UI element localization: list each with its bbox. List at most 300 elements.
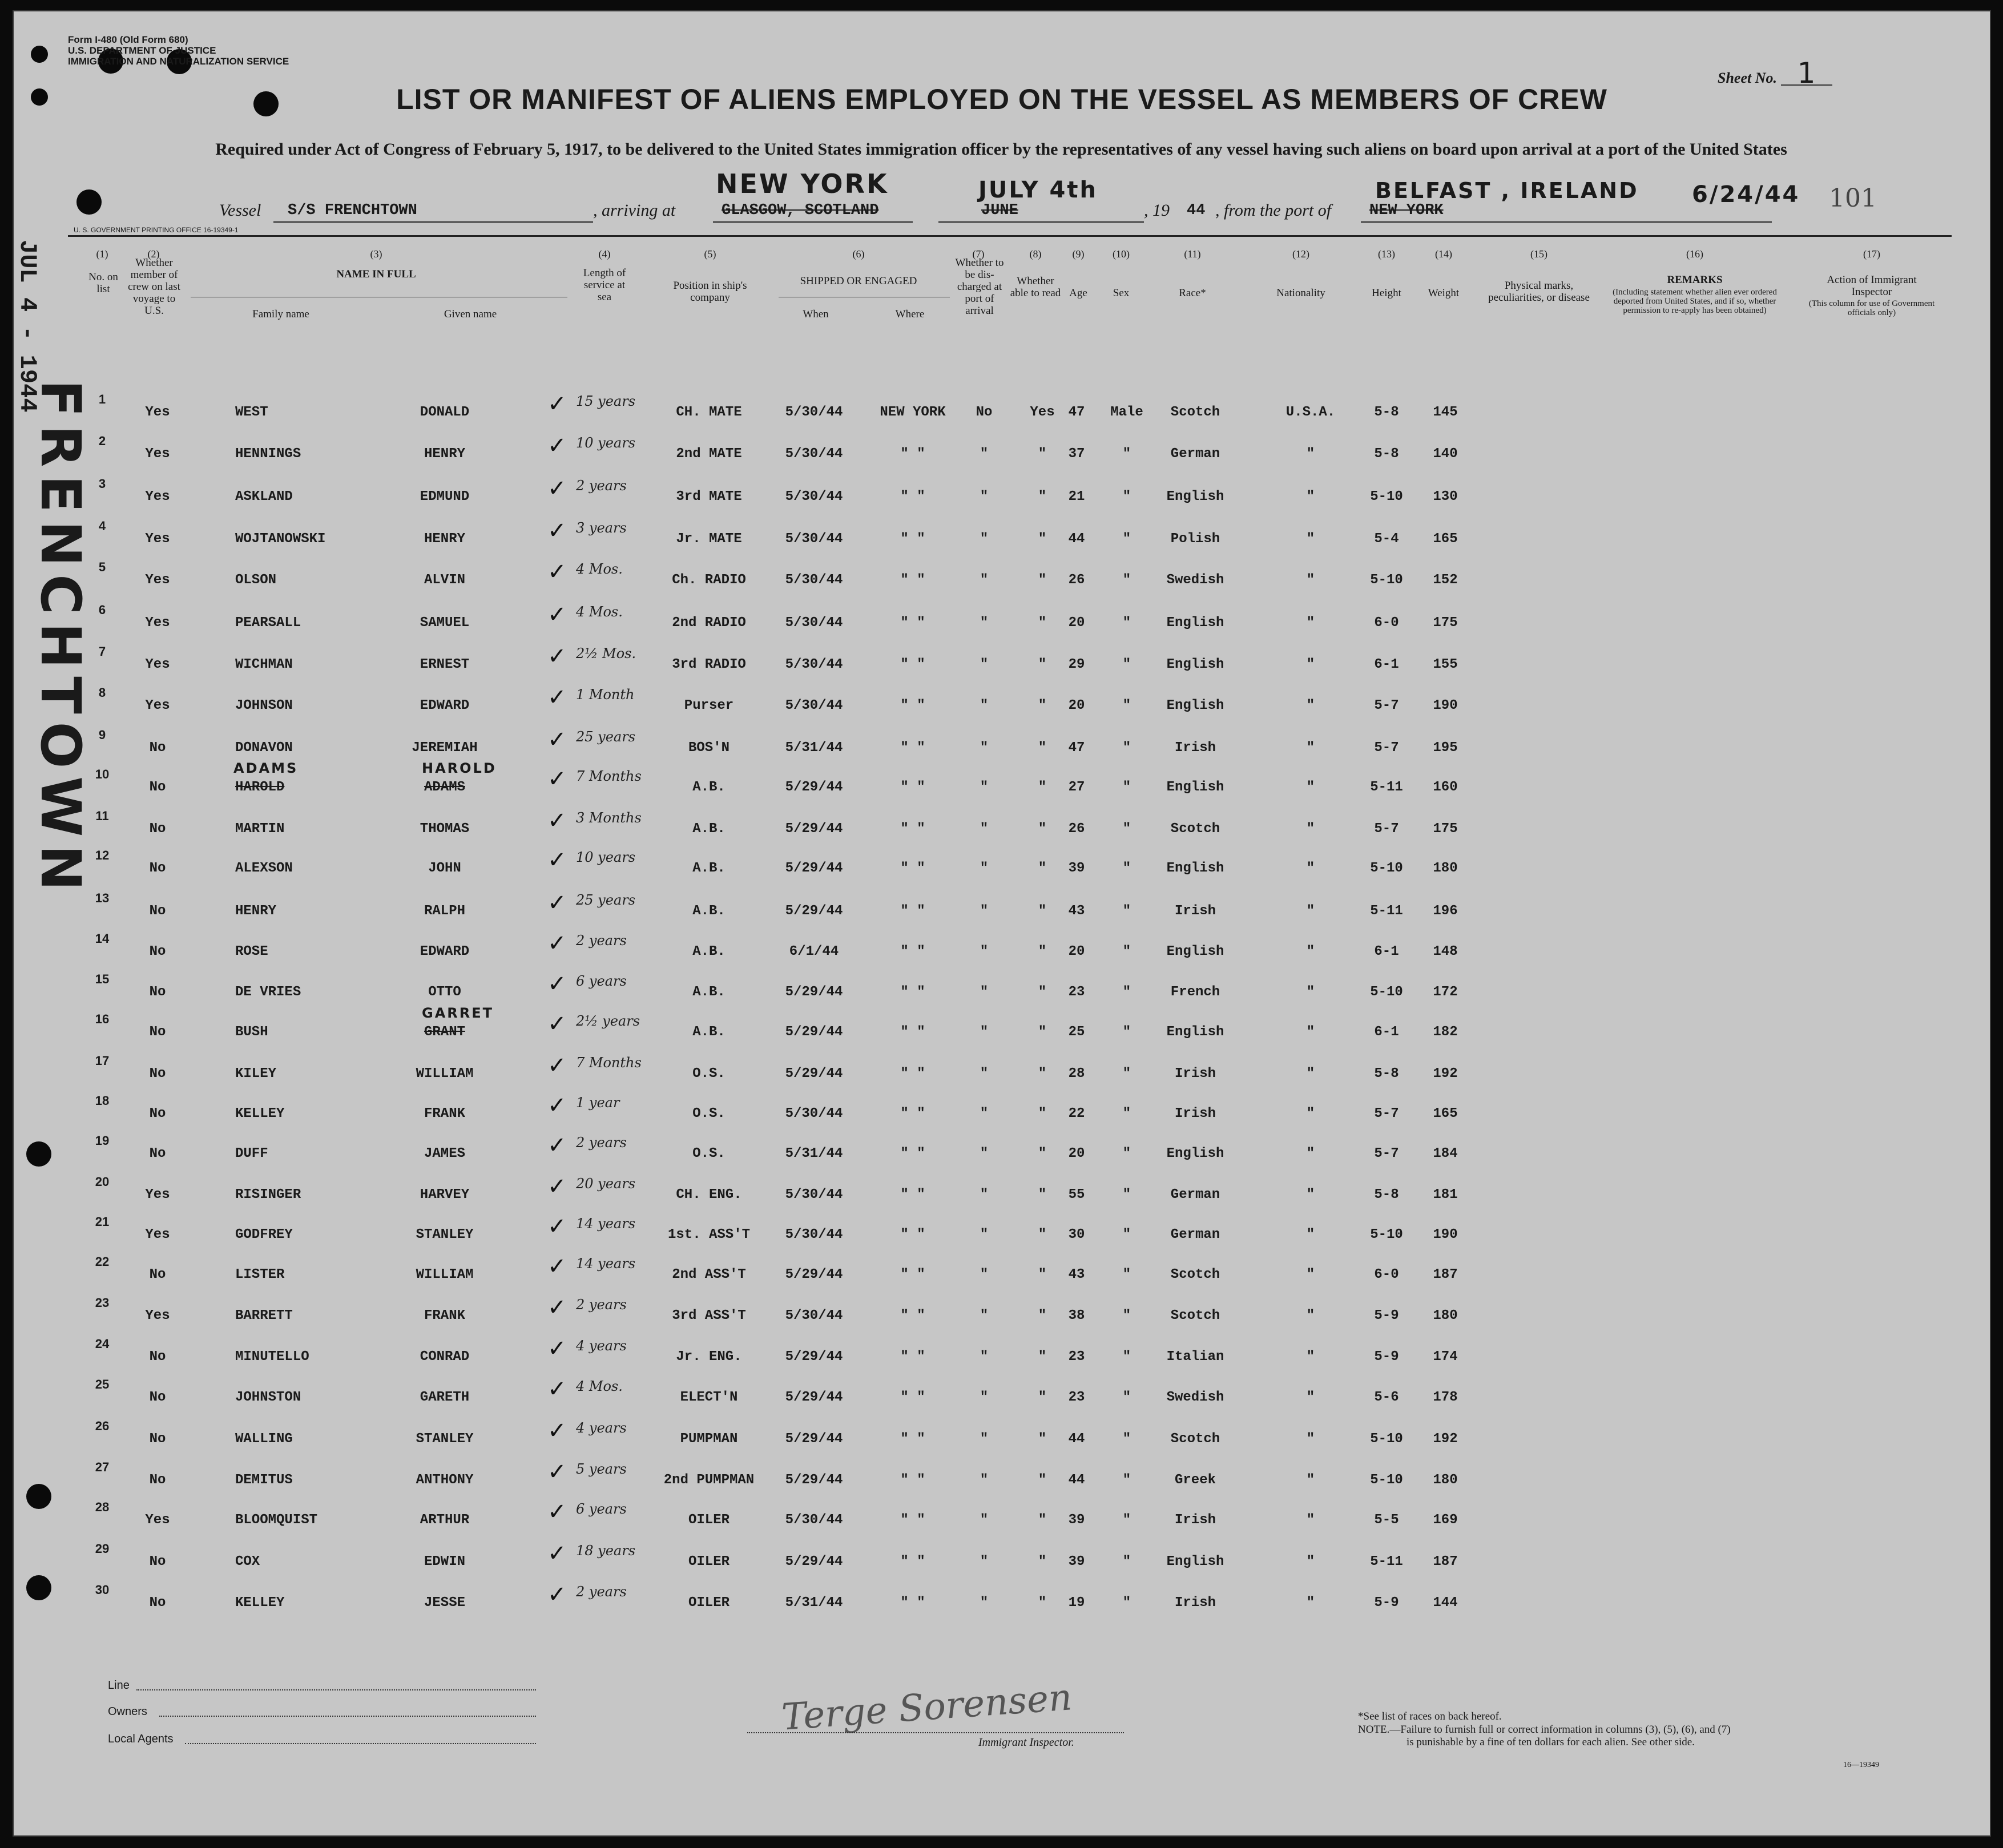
cell-sex: "	[1122, 1227, 1131, 1242]
cell-dis: "	[980, 615, 989, 631]
cell-when: 5/29/44	[785, 984, 843, 1000]
form-identifier: Form I-480 (Old Form 680) U.S. DEPARTMENT OF JUSTICE IMMIGRATION AND NATURALIZATION SERVICE	[68, 34, 289, 67]
cell-fam: DEMITUS	[235, 1472, 293, 1488]
cell-service-length: 2 years	[576, 1584, 627, 1600]
check-mark-icon: ✓	[547, 808, 567, 834]
cell-read: "	[1038, 1146, 1047, 1161]
check-mark-icon: ✓	[547, 475, 567, 502]
cell-dis: "	[980, 1349, 989, 1365]
cell-age: 38	[1068, 1308, 1085, 1324]
cell-read: "	[1038, 698, 1047, 713]
cell-age: 39	[1068, 1554, 1085, 1569]
header-physical-marks: Physical marks, peculiarities, or disease	[1488, 280, 1590, 304]
cell-giv: SAMUEL	[420, 615, 470, 631]
cell-pos: 1st. ASS'T	[667, 1227, 751, 1242]
cell-sex: Male	[1110, 405, 1143, 420]
header-name-in-full: NAME IN FULL	[336, 268, 416, 280]
check-mark-icon: ✓	[547, 433, 567, 459]
column-number: (10)	[1113, 248, 1130, 260]
cell-dis: "	[980, 740, 989, 756]
cell-fam: BARRETT	[235, 1308, 293, 1324]
cell-dis: "	[980, 821, 989, 837]
cell-n: 4	[98, 519, 106, 533]
cell-nat: "	[1306, 1512, 1315, 1528]
cell-last: No	[149, 1554, 166, 1569]
cell-wt: 140	[1433, 446, 1458, 462]
cell-when: 5/30/44	[785, 531, 843, 547]
check-mark-icon: ✓	[547, 1011, 567, 1037]
cell-n: 22	[95, 1254, 110, 1269]
cell-ht: 5-10	[1370, 1472, 1403, 1488]
cell-n: 24	[95, 1337, 110, 1351]
cell-fam: WICHMAN	[235, 657, 293, 672]
cell-race: Irish	[1174, 1066, 1216, 1082]
cell-nat: "	[1306, 1390, 1315, 1405]
cell-when: 5/29/44	[785, 1267, 843, 1282]
cell-ht: 5-9	[1374, 1349, 1399, 1365]
cell-service-length: 14 years	[576, 1256, 636, 1272]
cell-n: 12	[95, 848, 110, 862]
cell-ht: 5-9	[1374, 1308, 1399, 1324]
cell-sex: "	[1122, 1024, 1131, 1040]
cell-ht: 5-6	[1374, 1390, 1399, 1405]
cell-ht: 6-1	[1374, 657, 1399, 672]
cell-sex: "	[1122, 944, 1131, 959]
cell-dis: "	[980, 1066, 989, 1082]
cell-read: "	[1038, 615, 1047, 631]
cell-sex: "	[1122, 1472, 1131, 1488]
cell-read: "	[1038, 1512, 1047, 1528]
cell-pos: CH. MATE	[676, 405, 742, 420]
check-mark-icon: ✓	[547, 1132, 567, 1159]
cell-giv: JESSE	[424, 1595, 466, 1611]
cell-sex: "	[1122, 861, 1131, 876]
cell-n: 18	[95, 1094, 110, 1108]
cell-dis: "	[980, 657, 989, 672]
cell-dis: "	[980, 984, 989, 1000]
cell-fam: DE VRIES	[235, 984, 301, 1000]
check-mark-icon: ✓	[547, 559, 567, 585]
cell-ht: 5-8	[1374, 1187, 1399, 1203]
check-mark-icon: ✓	[547, 391, 567, 417]
cell-race: Scotch	[1170, 1267, 1220, 1282]
cell-pos: OILER	[688, 1595, 730, 1611]
cell-race: Swedish	[1166, 1390, 1224, 1405]
cell-fam: PEARSALL	[235, 615, 301, 631]
cell-pos: Jr. ENG.	[676, 1349, 742, 1365]
cell-giv: RALPH	[424, 903, 466, 919]
cell-fam: RISINGER	[235, 1187, 301, 1203]
cell-age: 20	[1068, 1146, 1085, 1161]
cell-read: "	[1038, 572, 1047, 588]
cell-pos: OILER	[688, 1554, 730, 1569]
cell-read: "	[1038, 489, 1047, 505]
cell-where: " "	[900, 1308, 925, 1324]
cell-ht: 5-8	[1374, 405, 1399, 420]
cell-read: "	[1038, 861, 1047, 876]
cell-dis: "	[980, 1267, 989, 1282]
header-remarks-note: (Including statement whether alien ever ordered deported from United States, and if so, whether permission to re-apply has been obtained)	[1613, 288, 1777, 315]
cell-when: 5/31/44	[785, 1146, 843, 1161]
cell-sex: "	[1122, 1146, 1131, 1161]
cell-wt: 195	[1433, 740, 1458, 756]
cell-last: No	[149, 1390, 166, 1405]
cell-pos: 3rd MATE	[676, 489, 742, 505]
cell-ht: 5-10	[1370, 1227, 1403, 1242]
cell-where: " "	[900, 1349, 925, 1365]
cell-wt: 160	[1433, 780, 1458, 795]
cell-fam: OLSON	[235, 572, 277, 588]
cell-service-length: 2 years	[576, 933, 627, 949]
cell-where: " "	[900, 657, 925, 672]
cell-dis: "	[980, 1024, 989, 1040]
cell-n: 23	[95, 1296, 110, 1310]
cell-wt: 190	[1433, 1227, 1458, 1242]
cell-age: 20	[1068, 698, 1085, 713]
cell-read: "	[1038, 657, 1047, 672]
cell-dis: "	[980, 1472, 989, 1488]
cell-pos: A.B.	[692, 780, 726, 795]
cell-service-length: 20 years	[576, 1176, 636, 1192]
cell-race: English	[1166, 1554, 1224, 1569]
cell-where: " "	[900, 944, 925, 959]
cell-giv: FRANK	[424, 1308, 466, 1324]
cell-read: "	[1038, 903, 1047, 919]
check-mark-icon: ✓	[547, 930, 567, 957]
cell-where: " "	[900, 1106, 925, 1121]
line-label: Line	[108, 1679, 130, 1692]
cell-age: 47	[1068, 405, 1085, 420]
cell-nat: "	[1306, 780, 1315, 795]
cell-ht: 5-7	[1374, 698, 1399, 713]
cell-service-length: 4 Mos.	[576, 604, 623, 620]
cell-sex: "	[1122, 1512, 1131, 1528]
document-subtitle: Required under Act of Congress of February 5, 1917, to be delivered to the United States immigration officer by the representatives of any vessel having such aliens on board upon arrival at a port of the United States	[215, 140, 1787, 159]
cell-nat: "	[1306, 1146, 1315, 1161]
column-number: (3)	[370, 248, 382, 260]
cell-giv: CONRAD	[420, 1349, 470, 1365]
handwritten-correction: GARRET	[422, 1005, 494, 1021]
cell-n: 29	[95, 1542, 110, 1556]
cell-ht: 5-10	[1370, 572, 1403, 588]
column-number: (14)	[1435, 248, 1452, 260]
cell-ht: 5-8	[1374, 446, 1399, 462]
cell-read: "	[1038, 780, 1047, 795]
cell-nat: "	[1306, 903, 1315, 919]
cell-wt: 184	[1433, 1146, 1458, 1161]
cell-last: No	[149, 1146, 166, 1161]
arrival-date-handwritten: JULY 4th	[978, 177, 1098, 203]
arriving-label: , arriving at	[593, 201, 676, 220]
cell-fam: GODFREY	[235, 1227, 293, 1242]
punch-hole	[26, 1141, 51, 1167]
cell-read: "	[1038, 1431, 1047, 1447]
cell-when: 5/30/44	[785, 1308, 843, 1324]
cell-race: German	[1170, 1187, 1220, 1203]
cell-fam: KILEY	[235, 1066, 277, 1082]
cell-race: Irish	[1174, 740, 1216, 756]
header-service-length: Length of service at sea	[583, 267, 626, 303]
cell-when: 5/29/44	[785, 1024, 843, 1040]
check-mark-icon: ✓	[547, 1092, 567, 1119]
cell-nat: "	[1306, 1227, 1315, 1242]
cell-sex: "	[1122, 1267, 1131, 1282]
cell-giv: EDWARD	[420, 944, 470, 959]
cell-sex: "	[1122, 1187, 1131, 1203]
cell-service-length: 25 years	[576, 729, 636, 745]
cell-age: 43	[1068, 1267, 1085, 1282]
cell-giv: STANLEY	[416, 1431, 474, 1447]
cell-read: "	[1038, 1472, 1047, 1488]
cell-wt: 192	[1433, 1066, 1458, 1082]
cell-age: 23	[1068, 1349, 1085, 1365]
cell-nat: "	[1306, 861, 1315, 876]
handwritten-correction: HAROLD	[422, 760, 497, 776]
column-number: (11)	[1184, 248, 1201, 260]
cell-fam: BLOOMQUIST	[235, 1512, 318, 1528]
header-inspector-note: (This column for use of Government officials only)	[1808, 299, 1935, 317]
cell-service-length: 2½ years	[576, 1013, 640, 1029]
cell-wt: 165	[1433, 531, 1458, 547]
cell-sex: "	[1122, 1066, 1131, 1082]
cell-service-length: 5 years	[576, 1461, 627, 1477]
cell-last: No	[149, 1349, 166, 1365]
header-inspector-action: Action of Immigrant Inspector	[1827, 274, 1917, 298]
cell-where: " "	[900, 1512, 925, 1528]
cell-sex: "	[1122, 489, 1131, 505]
cell-n: 7	[98, 644, 106, 659]
penalty-note-1: NOTE.—Failure to furnish full or correct information in columns (3), (5), (6), and (7)	[1358, 1724, 1731, 1736]
check-mark-icon: ✓	[547, 766, 567, 792]
check-mark-icon: ✓	[547, 1335, 567, 1362]
cell-read: "	[1038, 1390, 1047, 1405]
cell-nat: "	[1306, 984, 1315, 1000]
cell-service-length: 4 Mos.	[576, 561, 623, 577]
cell-sex: "	[1122, 1390, 1131, 1405]
cell-fam: DUFF	[235, 1146, 268, 1161]
cell-dis: "	[980, 572, 989, 588]
cell-age: 26	[1068, 572, 1085, 588]
cell-wt: 187	[1433, 1554, 1458, 1569]
cell-last: No	[149, 1431, 166, 1447]
cell-wt: 192	[1433, 1431, 1458, 1447]
cell-service-length: 2 years	[576, 1135, 627, 1151]
cell-wt: 180	[1433, 861, 1458, 876]
column-number: (5)	[704, 248, 716, 260]
cell-last: No	[149, 1472, 166, 1488]
check-mark-icon: ✓	[547, 643, 567, 669]
cell-nat: "	[1306, 821, 1315, 837]
cell-where: " "	[900, 1472, 925, 1488]
cell-fam: DONAVON	[235, 740, 293, 756]
cell-ht: 6-1	[1374, 944, 1399, 959]
cell-dis: "	[980, 1512, 989, 1528]
header-discharged: Whether to be dis-charged at port of arrival	[955, 257, 1004, 317]
check-mark-icon: ✓	[547, 1294, 567, 1321]
cell-dis: "	[980, 1554, 989, 1569]
cell-age: 19	[1068, 1595, 1085, 1611]
cell-race: English	[1166, 615, 1224, 631]
check-mark-icon: ✓	[547, 890, 567, 916]
cell-sex: "	[1122, 572, 1131, 588]
cell-when: 5/29/44	[785, 1349, 843, 1365]
cell-wt: 165	[1433, 1106, 1458, 1121]
cell-read: "	[1038, 1187, 1047, 1203]
cell-last: No	[149, 1066, 166, 1082]
cell-ht: 5-10	[1370, 489, 1403, 505]
cell-service-length: 14 years	[576, 1216, 636, 1232]
cell-nat: "	[1306, 1431, 1315, 1447]
cell-when: 5/30/44	[785, 405, 843, 420]
cell-dis: "	[980, 780, 989, 795]
cell-service-length: 1 Month	[576, 687, 635, 703]
header-age: Age	[1069, 287, 1087, 299]
cell-when: 5/30/44	[785, 1106, 843, 1121]
cell-fam: WOJTANOWSKI	[235, 531, 326, 547]
cell-fam: LISTER	[235, 1267, 285, 1282]
sheet-number: Sheet No. 1	[1718, 62, 1832, 87]
cell-read: "	[1038, 1554, 1047, 1569]
cell-last: Yes	[145, 1227, 170, 1242]
cell-where: " "	[900, 1267, 925, 1282]
cell-where: " "	[900, 1146, 925, 1161]
cell-race: Irish	[1174, 903, 1216, 919]
cell-last: Yes	[145, 489, 170, 505]
arriving-port-typed: GLASGOW, SCOTLAND	[722, 202, 879, 219]
cell-sex: "	[1122, 821, 1131, 837]
cell-read: "	[1038, 1349, 1047, 1365]
cell-sex: "	[1122, 531, 1131, 547]
cell-where: " "	[900, 861, 925, 876]
cell-last: No	[149, 780, 166, 795]
cell-sex: "	[1122, 984, 1131, 1000]
cell-n: 30	[95, 1583, 110, 1597]
owners-label: Owners	[108, 1705, 147, 1718]
cell-last: No	[149, 1024, 166, 1040]
cell-n: 26	[95, 1419, 110, 1433]
cell-nat: "	[1306, 1308, 1315, 1324]
cell-wt: 190	[1433, 698, 1458, 713]
cell-giv: GARETH	[420, 1390, 470, 1405]
cell-when: 5/30/44	[785, 1227, 843, 1242]
cell-age: 20	[1068, 615, 1085, 631]
cell-age: 25	[1068, 1024, 1085, 1040]
cell-where: " "	[900, 1390, 925, 1405]
local-agents-label: Local Agents	[108, 1733, 174, 1745]
cell-read: "	[1038, 1595, 1047, 1611]
cell-race: English	[1166, 944, 1224, 959]
header-able-to-read: Whether able to read	[1010, 275, 1061, 299]
cell-pos: O.S.	[692, 1146, 726, 1161]
cell-wt: 152	[1433, 572, 1458, 588]
cell-read: "	[1038, 1308, 1047, 1324]
cell-when: 5/29/44	[785, 1390, 843, 1405]
cell-race: Polish	[1170, 531, 1220, 547]
page-mark: 101	[1829, 184, 1877, 213]
cell-where: " "	[900, 1187, 925, 1203]
cell-wt: 196	[1433, 903, 1458, 919]
cell-ht: 5-10	[1370, 861, 1403, 876]
cell-read: "	[1038, 821, 1047, 837]
cell-giv: JAMES	[424, 1146, 466, 1161]
cell-pos: ELECT'N	[680, 1390, 738, 1405]
cell-when: 5/29/44	[785, 1431, 843, 1447]
cell-giv: ADAMS	[424, 780, 466, 795]
cell-nat: "	[1306, 698, 1315, 713]
cell-n: 5	[98, 560, 106, 574]
cell-pos: PUMPMAN	[680, 1431, 738, 1447]
cell-read: "	[1038, 531, 1047, 547]
cell-last: No	[149, 861, 166, 876]
check-mark-icon: ✓	[547, 727, 567, 753]
check-mark-icon: ✓	[547, 1581, 567, 1608]
cell-read: "	[1038, 1267, 1047, 1282]
cell-giv: FRANK	[424, 1106, 466, 1121]
cell-n: 13	[95, 891, 110, 905]
punch-hole	[26, 1484, 51, 1509]
header-sex: Sex	[1113, 287, 1130, 299]
check-mark-icon: ✓	[547, 1253, 567, 1280]
cell-where: " "	[900, 698, 925, 713]
cell-where: " "	[900, 489, 925, 505]
cell-sex: "	[1122, 1308, 1131, 1324]
check-mark-icon: ✓	[547, 1540, 567, 1567]
cell-when: 5/31/44	[785, 740, 843, 756]
cell-last: Yes	[145, 446, 170, 462]
cell-pos: Jr. MATE	[676, 531, 742, 547]
cell-service-length: 4 years	[576, 1420, 627, 1436]
cell-where: " "	[900, 984, 925, 1000]
cell-nat: "	[1306, 944, 1315, 959]
manifest-sheet	[13, 10, 1991, 1837]
cell-last: No	[149, 903, 166, 919]
from-port-handwritten: BELFAST , IRELAND	[1375, 178, 1639, 203]
cell-wt: 175	[1433, 821, 1458, 837]
cell-last: Yes	[145, 698, 170, 713]
cell-nat: "	[1306, 740, 1315, 756]
cell-wt: 178	[1433, 1390, 1458, 1405]
cell-pos: 3rd ASS'T	[672, 1308, 746, 1324]
cell-giv: HENRY	[424, 531, 466, 547]
column-number: (16)	[1686, 248, 1703, 260]
cell-wt: 172	[1433, 984, 1458, 1000]
header-remarks: REMARKS	[1667, 274, 1723, 286]
cell-read: "	[1038, 1227, 1047, 1242]
column-number: (4)	[598, 248, 611, 260]
cell-age: 21	[1068, 489, 1085, 505]
cell-dis: "	[980, 1595, 989, 1611]
cell-n: 3	[98, 477, 106, 491]
cell-n: 16	[95, 1012, 110, 1026]
cell-nat: "	[1306, 1349, 1315, 1365]
cell-nat: "	[1306, 1106, 1315, 1121]
cell-wt: 180	[1433, 1472, 1458, 1488]
cell-n: 6	[98, 603, 106, 617]
cell-dis: "	[980, 861, 989, 876]
cell-when: 5/30/44	[785, 1512, 843, 1528]
cell-nat: U.S.A.	[1285, 405, 1336, 420]
column-number: (12)	[1292, 248, 1309, 260]
cell-last: Yes	[145, 657, 170, 672]
cell-read: Yes	[1030, 405, 1055, 420]
header-last-voyage: Whether member of crew on last voyage to U.S.	[128, 257, 180, 317]
cell-when: 6/1/44	[789, 944, 839, 959]
year-label: , 19	[1144, 201, 1170, 220]
cell-pos: A.B.	[692, 903, 726, 919]
cell-fam: COX	[235, 1554, 260, 1569]
cell-read: "	[1038, 1024, 1047, 1040]
inspector-signature: Terge Sorensen	[780, 1676, 1074, 1739]
